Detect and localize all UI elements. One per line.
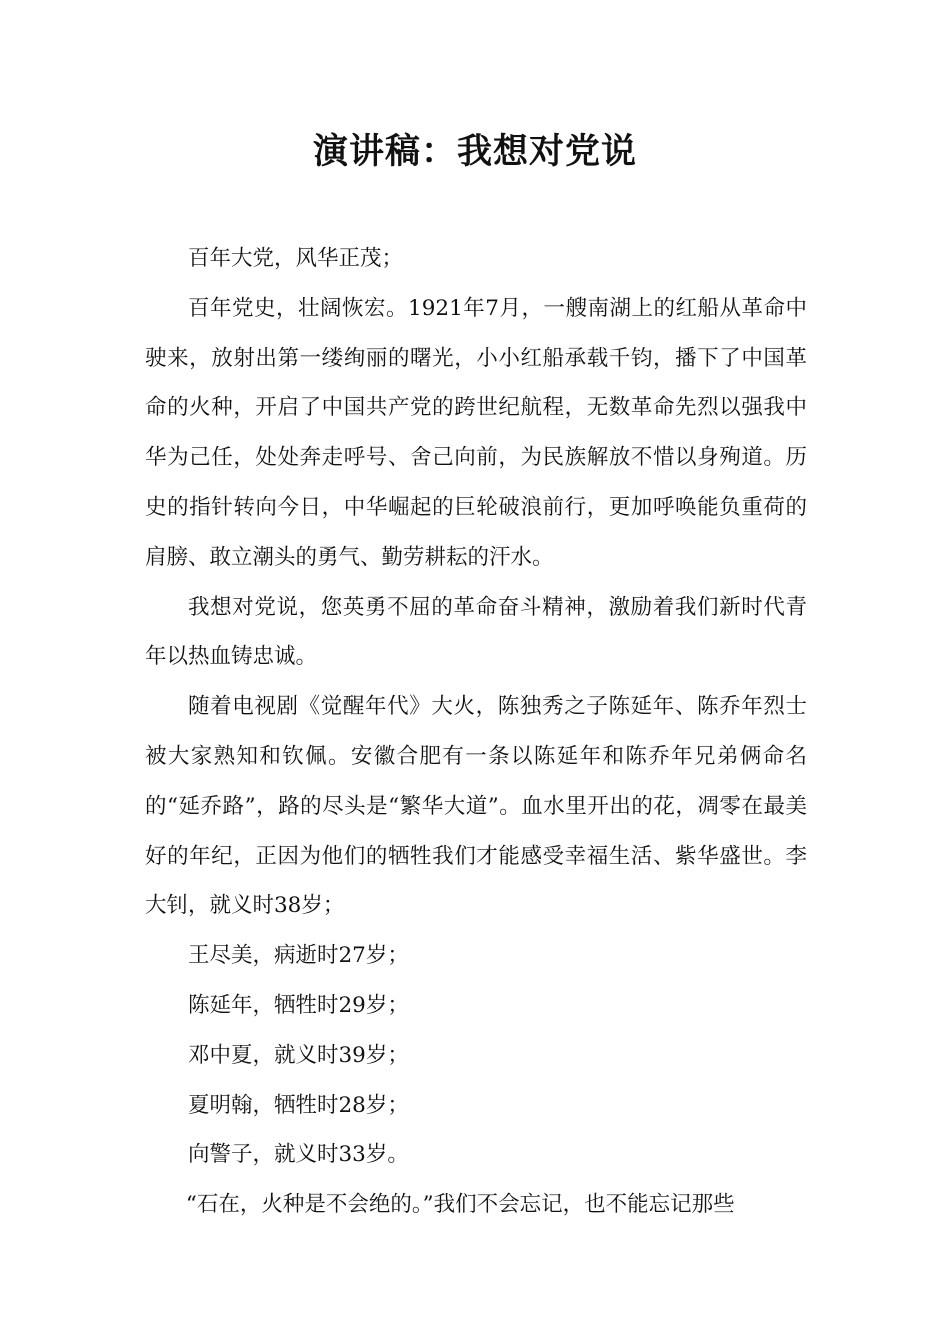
document-body [145, 234, 807, 1230]
paragraph: 向警子，就义时33岁。 [188, 1142, 409, 1168]
document-title: 演讲稿：我想对党说 [312, 132, 637, 172]
paragraph: 邓中夏，就义时39岁； [188, 1042, 409, 1068]
paragraph: 百年党史，壮阔恢宏。1921年7月，一艘南湖上的红船从革命中驶来，放射出第一缕绚丽的曙光，小小红船承载千钧，播下了中国革命的火种，开启了中国共产党的跨世纪航程，无数革命先烈以强我中华为己任，处处奔走呼号、舍己向前，为民族解放不惜以身殉道。历史的指针转向今日，中华崛起的巨轮破浪前行，更加呼唤能负重荷的肩膀、敢立潮头的勇气、勤劳耕耘的汗水。 [145, 295, 807, 570]
paragraph: 王尽美，病逝时27岁； [188, 943, 409, 969]
paragraph: 百年大党，风华正茂； [188, 246, 404, 271]
paragraph: “石在，火种是不会绝的。”我们不会忘记，也不能忘记那些 [185, 1192, 735, 1218]
paragraph: 我想对党说，您英勇不屈的革命奋斗精神，激励着我们新时代青年以热血铸忠诚。 [145, 594, 807, 670]
paragraph: 随着电视剧《觉醒年代》大火，陈独秀之子陈延年、陈乔年烈士被大家熟知和钦佩。安徽合肥有一条以陈延年和陈乔年兄弟俩命名的“延乔路”，路的尽头是“繁华大道”。血水里开出的花，凋零在最美好的年纪，正因为他们的牺牲我们才能感受幸福生活、紫华盛世。李大钊，就义时38岁； [145, 694, 807, 919]
paragraph: 夏明翰，牺牲时28岁； [188, 1092, 409, 1118]
paragraph: 陈延年，牺牲时29岁； [188, 992, 409, 1018]
